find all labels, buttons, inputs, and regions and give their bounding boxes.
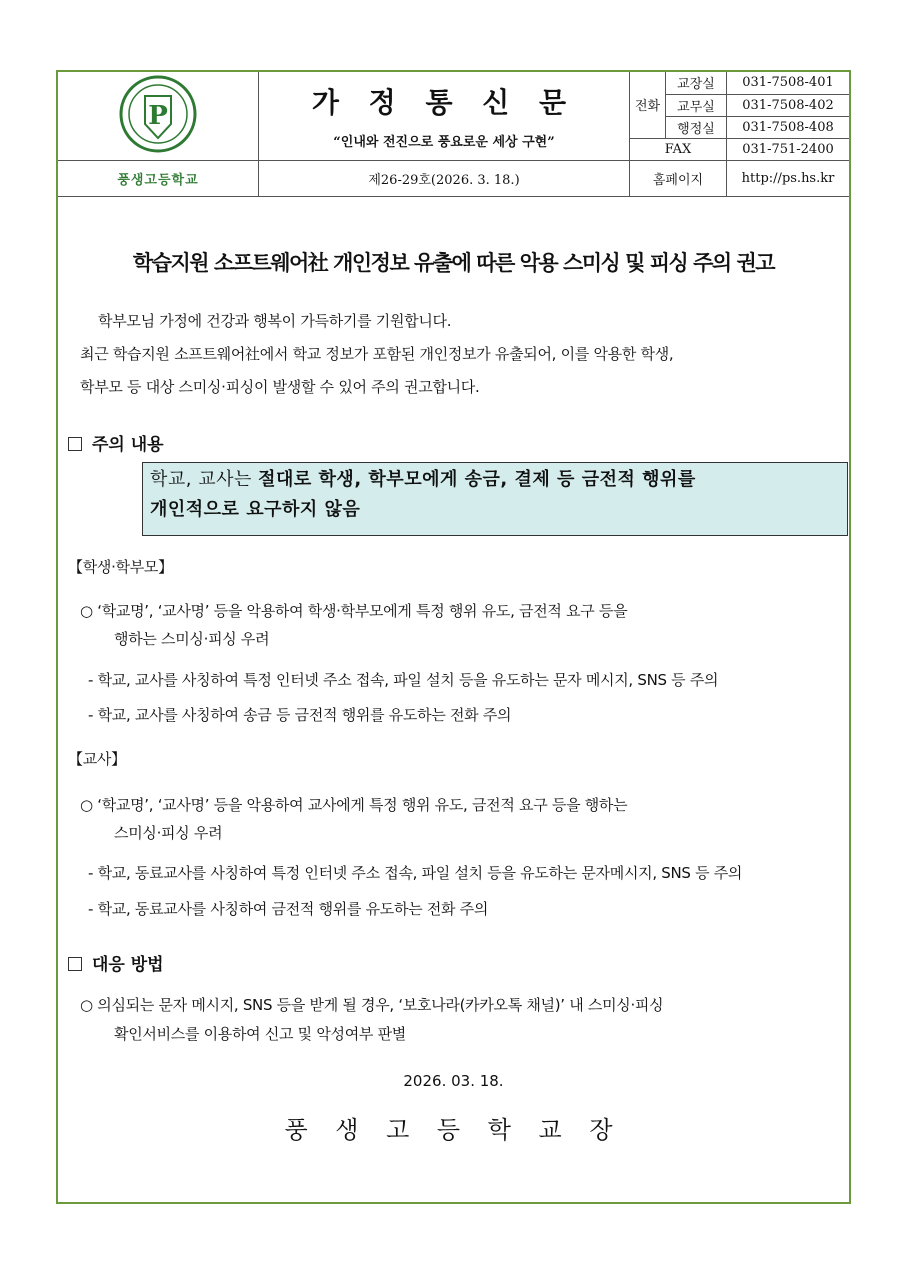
homepage-label: 홈페이지	[630, 160, 727, 196]
group-heading-students: 【학생·학부모】	[68, 558, 173, 576]
phone-number: 031-7508-401	[727, 72, 850, 94]
phone-office-label: 행정실	[666, 116, 727, 138]
greeting: 학부모님 가정에 건강과 행복이 가득하기를 기원합니다.	[98, 312, 452, 330]
checkbox-square-icon	[68, 437, 82, 451]
newsletter-title: 가 정 통 신 문	[311, 86, 577, 120]
phone-office-label: 교무실	[666, 94, 727, 116]
fax-label: FAX	[630, 138, 727, 160]
phone-office-label: 교장실	[666, 72, 727, 94]
dash-item: - 학교, 동료교사를 사칭하여 특정 인터넷 주소 접속, 파일 설치 등을 유도하는 문자메시지, SNS 등 주의	[88, 864, 743, 882]
header-table	[58, 72, 849, 197]
notice-box: 학교, 교사는 절대로 학생, 학부모에게 송금, 결제 등 금전적 행위를 개인적으로 요구하지 않음	[142, 462, 848, 536]
dash-item: - 학교, 동료교사를 사칭하여 금전적 행위를 유도하는 전화 주의	[88, 900, 489, 918]
bullet-item: ○ ‘학교명’, ‘교사명’ 등을 악용하여 학생·학부모에게 특정 행위 유도, 금전적 요구 등을	[80, 602, 628, 620]
school-logo	[58, 72, 259, 160]
title-cell	[259, 72, 630, 160]
section-heading-response: 대응 방법	[68, 950, 164, 975]
homepage-link[interactable]: http://ps.hs.kr	[727, 160, 850, 196]
group-heading-teachers: 【교사】	[68, 750, 126, 768]
intro-line: 학부모 등 대상 스미싱·피싱이 발생할 수 있어 주의 권고합니다.	[80, 378, 480, 396]
issue-date: 2026. 03. 18.	[403, 1072, 504, 1090]
dash-item: - 학교, 교사를 사칭하여 특정 인터넷 주소 접속, 파일 설치 등을 유도하는 문자 메시지, SNS 등 주의	[88, 671, 719, 689]
bullet-item-cont: 행하는 스미싱·피싱 우려	[114, 630, 270, 648]
bullet-item: ○ ‘학교명’, ‘교사명’ 등을 악용하여 교사에게 특정 행위 유도, 금전적 요구 등을 행하는	[80, 796, 628, 814]
phone-number: 031-7508-408	[727, 116, 850, 138]
newsletter-document	[56, 70, 851, 1204]
dash-item: - 학교, 교사를 사칭하여 송금 등 금전적 행위를 유도하는 전화 주의	[88, 706, 512, 724]
intro-line: 최근 학습지원 소프트웨어社에서 학교 정보가 포함된 개인정보가 유출되어, 이를 악용한 학생,	[80, 345, 674, 363]
school-emblem-icon	[113, 74, 203, 154]
bullet-item-cont: 확인서비스를 이용하여 신고 및 악성여부 판별	[114, 1025, 406, 1043]
svg-text:P: P	[148, 100, 168, 131]
section-heading-caution: 주의 내용	[68, 430, 164, 455]
bullet-item-cont: 스미싱·피싱 우려	[114, 824, 223, 842]
checkbox-square-icon	[68, 957, 82, 971]
document-title: 학습지원 소프트웨어社 개인정보 유출에 따른 악용 스미싱 및 피싱 주의 권고	[132, 251, 775, 275]
principal-signature: 풍 생 고 등 학 교 장	[284, 1116, 623, 1144]
phone-label: 전화	[630, 72, 666, 138]
school-motto: “인내와 전진으로 풍요로운 세상 구현”	[333, 135, 555, 151]
school-name: 풍생고등학교	[58, 160, 259, 196]
bullet-item: ○ 의심되는 문자 메시지, SNS 등을 받게 될 경우, ‘보호나라(카카오톡 채널)’ 내 스미싱·피싱	[80, 996, 664, 1014]
issue-number: 제26-29호(2026. 3. 18.)	[259, 160, 630, 196]
fax-number: 031-751-2400	[727, 138, 850, 160]
phone-number: 031-7508-402	[727, 94, 850, 116]
